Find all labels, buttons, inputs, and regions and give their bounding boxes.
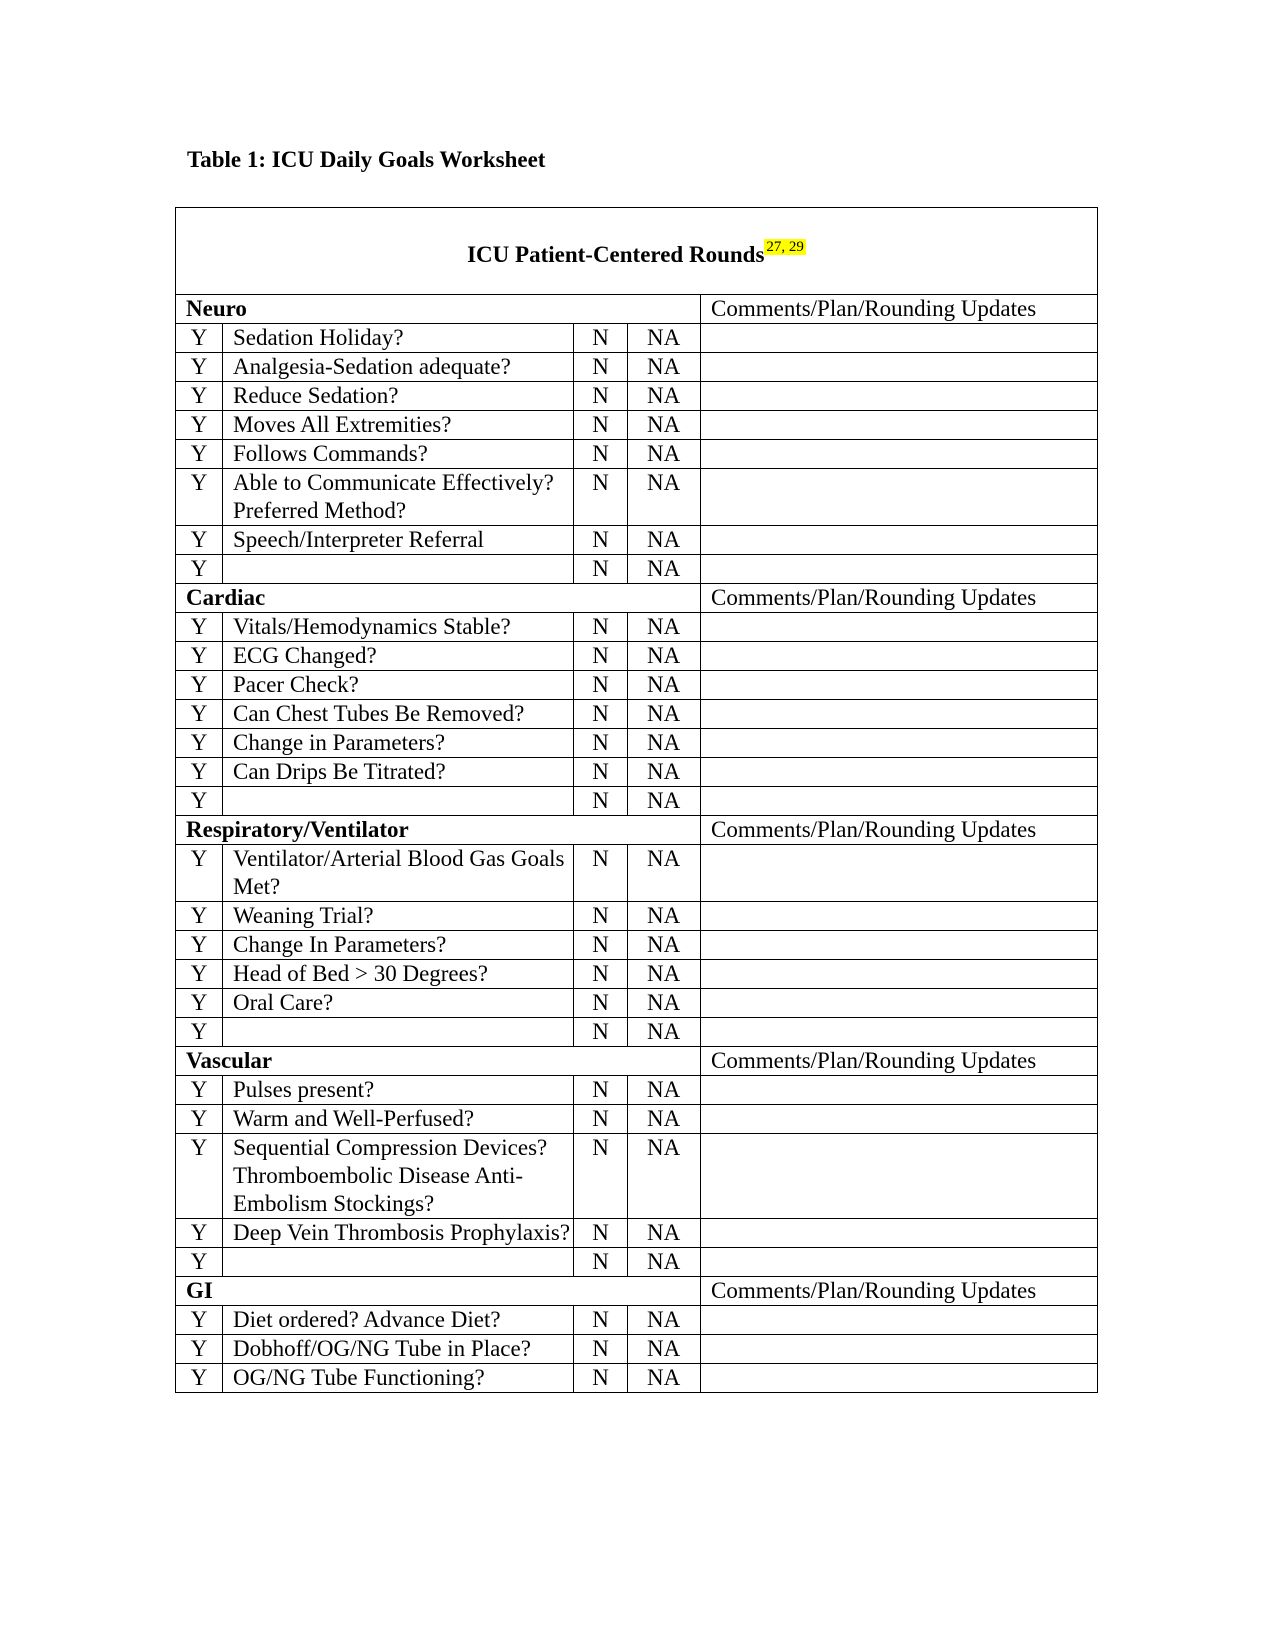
checklist-row [176,1219,1098,1248]
checklist-row [176,1335,1098,1364]
comments-cell [701,1076,1098,1105]
comments-cell [701,1335,1098,1364]
no-option: N [574,1018,628,1047]
yes-option: Y [176,324,223,353]
checklist-row [176,700,1098,729]
section-title: Respiratory/Ventilator [176,816,701,845]
checklist-question: Change in Parameters? [223,729,574,758]
comments-column-header: Comments/Plan/Rounding Updates [701,816,1098,845]
section-title: Neuro [176,295,701,324]
checklist-question: Warm and Well-Perfused? [223,1105,574,1134]
yes-option: Y [176,440,223,469]
yes-option: Y [176,1364,223,1393]
checklist-row [176,613,1098,642]
not-applicable-option: NA [628,353,701,382]
no-option: N [574,642,628,671]
checklist-row [176,555,1098,584]
not-applicable-option: NA [628,526,701,555]
yes-option: Y [176,1076,223,1105]
comments-column-header: Comments/Plan/Rounding Updates [701,295,1098,324]
comments-column-header: Comments/Plan/Rounding Updates [701,1277,1098,1306]
table-body [176,208,1098,1393]
not-applicable-option: NA [628,845,701,902]
not-applicable-option: NA [628,729,701,758]
no-option: N [574,1335,628,1364]
icu-goals-table [175,207,1098,1393]
comments-cell [701,440,1098,469]
not-applicable-option: NA [628,787,701,816]
checklist-question: Analgesia-Sedation adequate? [223,353,574,382]
yes-option: Y [176,931,223,960]
yes-option: Y [176,353,223,382]
no-option: N [574,902,628,931]
checklist-question: Head of Bed > 30 Degrees? [223,960,574,989]
comments-cell [701,1364,1098,1393]
not-applicable-option: NA [628,411,701,440]
no-option: N [574,960,628,989]
comments-cell [701,787,1098,816]
not-applicable-option: NA [628,700,701,729]
comments-cell [701,1018,1098,1047]
section-title: Vascular [176,1047,701,1076]
comments-cell [701,526,1098,555]
yes-option: Y [176,787,223,816]
no-option: N [574,787,628,816]
yes-option: Y [176,1306,223,1335]
checklist-row [176,758,1098,787]
no-option: N [574,613,628,642]
checklist-row [176,1105,1098,1134]
not-applicable-option: NA [628,931,701,960]
checklist-row [176,353,1098,382]
yes-option: Y [176,989,223,1018]
checklist-question: Deep Vein Thrombosis Prophylaxis? [223,1219,574,1248]
checklist-question: Pulses present? [223,1076,574,1105]
checklist-row [176,787,1098,816]
checklist-row [176,642,1098,671]
comments-cell [701,1134,1098,1219]
checklist-row [176,1306,1098,1335]
checklist-question: Sequential Compression Devices? Thromboembolic Disease Anti-Embolism Stockings? [223,1134,574,1219]
checklist-row [176,1076,1098,1105]
checklist-question [223,1248,574,1277]
comments-cell [701,382,1098,411]
not-applicable-option: NA [628,469,701,526]
checklist-question: Diet ordered? Advance Diet? [223,1306,574,1335]
yes-option: Y [176,845,223,902]
table-header-row [176,208,1098,295]
checklist-question: Can Drips Be Titrated? [223,758,574,787]
checklist-question: Oral Care? [223,989,574,1018]
comments-cell [701,960,1098,989]
not-applicable-option: NA [628,1335,701,1364]
checklist-row [176,671,1098,700]
no-option: N [574,526,628,555]
section-title: GI [176,1277,701,1306]
comments-cell [701,1219,1098,1248]
checklist-question: Speech/Interpreter Referral [223,526,574,555]
yes-option: Y [176,1219,223,1248]
yes-option: Y [176,758,223,787]
no-option: N [574,440,628,469]
yes-option: Y [176,902,223,931]
yes-option: Y [176,729,223,758]
checklist-row [176,845,1098,902]
checklist-question: Can Chest Tubes Be Removed? [223,700,574,729]
checklist-question: Able to Communicate Effectively? Preferred Method? [223,469,574,526]
checklist-question [223,555,574,584]
not-applicable-option: NA [628,1076,701,1105]
yes-option: Y [176,469,223,526]
comments-cell [701,469,1098,526]
checklist-row [176,526,1098,555]
yes-option: Y [176,1105,223,1134]
yes-option: Y [176,700,223,729]
no-option: N [574,845,628,902]
comments-cell [701,729,1098,758]
comments-cell [701,931,1098,960]
checklist-question: Follows Commands? [223,440,574,469]
checklist-question: Change In Parameters? [223,931,574,960]
no-option: N [574,1219,628,1248]
checklist-question: Dobhoff/OG/NG Tube in Place? [223,1335,574,1364]
section-title: Cardiac [176,584,701,613]
no-option: N [574,324,628,353]
not-applicable-option: NA [628,1364,701,1393]
checklist-question: Ventilator/Arterial Blood Gas Goals Met? [223,845,574,902]
checklist-question [223,787,574,816]
document-title: Table 1: ICU Daily Goals Worksheet [187,147,546,172]
comments-cell [701,1105,1098,1134]
comments-cell [701,758,1098,787]
no-option: N [574,1105,628,1134]
yes-option: Y [176,1134,223,1219]
no-option: N [574,1306,628,1335]
checklist-question: Reduce Sedation? [223,382,574,411]
no-option: N [574,1248,628,1277]
comments-cell [701,989,1098,1018]
checklist-row [176,902,1098,931]
no-option: N [574,411,628,440]
comments-cell [701,613,1098,642]
not-applicable-option: NA [628,555,701,584]
checklist-row [176,324,1098,353]
no-option: N [574,1076,628,1105]
checklist-row [176,989,1098,1018]
yes-option: Y [176,526,223,555]
not-applicable-option: NA [628,758,701,787]
checklist-question: Vitals/Hemodynamics Stable? [223,613,574,642]
comments-cell [701,671,1098,700]
comments-column-header: Comments/Plan/Rounding Updates [701,1047,1098,1076]
no-option: N [574,1364,628,1393]
checklist-row [176,1248,1098,1277]
no-option: N [574,1134,628,1219]
not-applicable-option: NA [628,382,701,411]
checklist-row [176,729,1098,758]
no-option: N [574,758,628,787]
checklist-question: OG/NG Tube Functioning? [223,1364,574,1393]
not-applicable-option: NA [628,1134,701,1219]
no-option: N [574,700,628,729]
no-option: N [574,931,628,960]
comments-cell [701,555,1098,584]
comments-cell [701,1306,1098,1335]
checklist-question [223,1018,574,1047]
not-applicable-option: NA [628,324,701,353]
no-option: N [574,671,628,700]
not-applicable-option: NA [628,1219,701,1248]
not-applicable-option: NA [628,440,701,469]
yes-option: Y [176,382,223,411]
yes-option: Y [176,1248,223,1277]
not-applicable-option: NA [628,989,701,1018]
no-option: N [574,729,628,758]
yes-option: Y [176,613,223,642]
yes-option: Y [176,960,223,989]
not-applicable-option: NA [628,902,701,931]
checklist-row [176,1134,1098,1219]
yes-option: Y [176,642,223,671]
yes-option: Y [176,671,223,700]
checklist-row [176,1364,1098,1393]
checklist-row [176,469,1098,526]
not-applicable-option: NA [628,1105,701,1134]
no-option: N [574,382,628,411]
checklist-question: Moves All Extremities? [223,411,574,440]
not-applicable-option: NA [628,1018,701,1047]
checklist-question: Pacer Check? [223,671,574,700]
checklist-question: ECG Changed? [223,642,574,671]
no-option: N [574,989,628,1018]
comments-cell [701,700,1098,729]
checklist-row [176,382,1098,411]
comments-cell [701,324,1098,353]
comments-cell [701,353,1098,382]
not-applicable-option: NA [628,1248,701,1277]
not-applicable-option: NA [628,671,701,700]
checklist-question: Sedation Holiday? [223,324,574,353]
section-header-respiratory-ventilator [176,816,1098,845]
section-header-cardiac [176,584,1098,613]
checklist-row [176,440,1098,469]
yes-option: Y [176,555,223,584]
yes-option: Y [176,1335,223,1364]
checklist-row [176,931,1098,960]
comments-cell [701,845,1098,902]
section-header-gi [176,1277,1098,1306]
checklist-question: Weaning Trial? [223,902,574,931]
comments-cell [701,411,1098,440]
table-header-title: ICU Patient-Centered Rounds [467,242,765,267]
citation-superscript: 27, 29 [766,239,804,255]
table-header-cell [176,208,1098,295]
not-applicable-option: NA [628,613,701,642]
checklist-row [176,411,1098,440]
no-option: N [574,353,628,382]
yes-option: Y [176,411,223,440]
no-option: N [574,555,628,584]
comments-cell [701,902,1098,931]
comments-column-header: Comments/Plan/Rounding Updates [701,584,1098,613]
comments-cell [701,642,1098,671]
no-option: N [574,469,628,526]
not-applicable-option: NA [628,960,701,989]
yes-option: Y [176,1018,223,1047]
comments-cell [701,1248,1098,1277]
section-header-neuro [176,295,1098,324]
checklist-row [176,1018,1098,1047]
not-applicable-option: NA [628,1306,701,1335]
checklist-row [176,960,1098,989]
section-header-vascular [176,1047,1098,1076]
not-applicable-option: NA [628,642,701,671]
